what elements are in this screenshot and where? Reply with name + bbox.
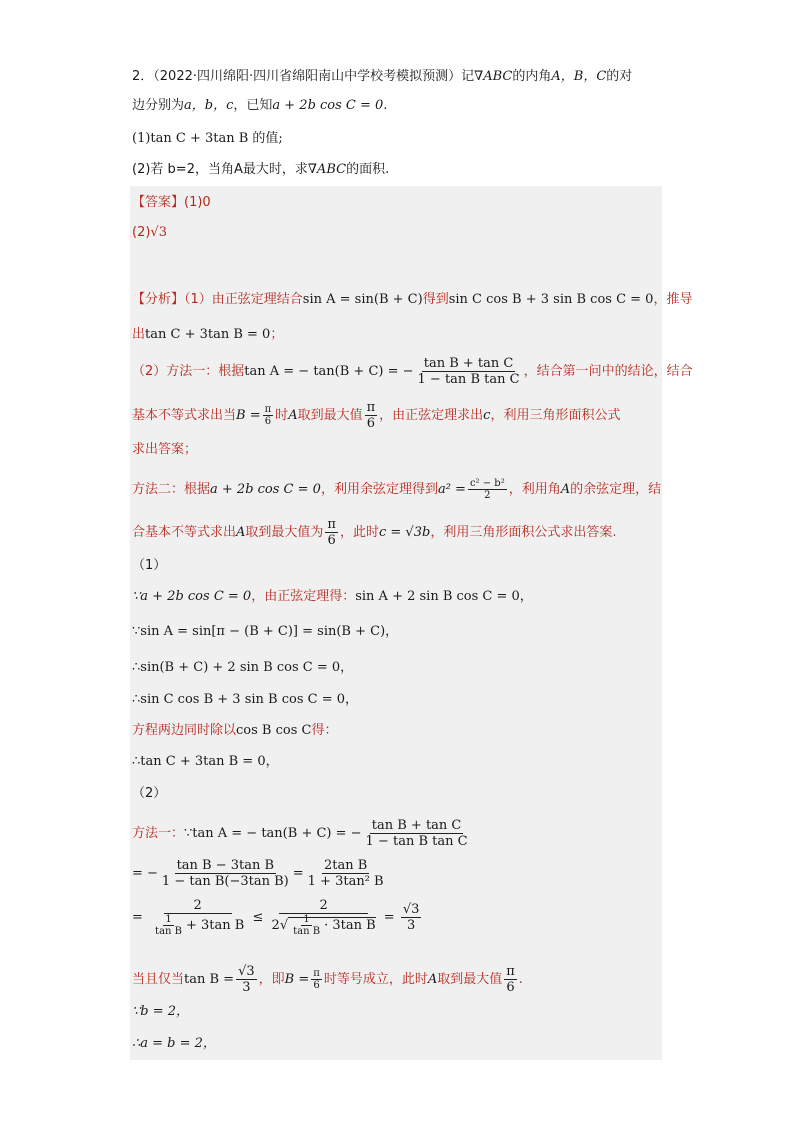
analysis-text: ，结合第一问中的结论，结合 bbox=[523, 364, 693, 379]
math: ∵a + 2b cos C = 0 bbox=[132, 589, 252, 604]
denominator: 6 bbox=[327, 533, 336, 548]
math: a² = bbox=[437, 482, 466, 497]
solution-text: 方程两边同时除以 bbox=[132, 723, 237, 738]
numerator: √3 bbox=[238, 964, 255, 979]
numerator: c² − b² bbox=[469, 478, 505, 489]
analysis-text: ，利用角 bbox=[508, 482, 561, 497]
analysis-text: （2）方法一：根据 bbox=[132, 364, 245, 379]
denominator: 6 bbox=[506, 980, 515, 995]
fraction bbox=[270, 898, 378, 937]
analysis-text: 方法二：根据 bbox=[132, 482, 211, 497]
method-1-line-1 bbox=[132, 818, 472, 849]
analysis-text: （1）由正弦定理结合 bbox=[184, 292, 303, 307]
math: a + 2b cos C = 0 bbox=[210, 482, 321, 497]
numerator: tan B + tan C bbox=[423, 356, 514, 371]
fraction bbox=[306, 858, 386, 889]
math: tan B = bbox=[184, 972, 235, 987]
fraction bbox=[263, 404, 274, 427]
analysis-line-1 bbox=[132, 290, 692, 310]
math: cos B cos C bbox=[236, 723, 312, 738]
analysis-text: 取到最大值 bbox=[297, 408, 363, 423]
denominator: 3 bbox=[406, 918, 416, 933]
denominator: 6 bbox=[313, 980, 320, 991]
denominator: tan B bbox=[155, 926, 182, 937]
math: + 3tan B bbox=[186, 918, 245, 933]
solution-line-1 bbox=[132, 587, 533, 607]
solution-part-2-label: （2） bbox=[132, 786, 167, 801]
math: A bbox=[288, 408, 298, 423]
numerator: 2tan B bbox=[323, 858, 368, 873]
denominator: 6 bbox=[264, 416, 272, 427]
stem-text: 的面积. bbox=[346, 162, 390, 177]
stem-text: ，已知 bbox=[233, 98, 273, 113]
problem-line-2 bbox=[132, 96, 387, 116]
math: tan C + 3tan B = 0 bbox=[145, 327, 271, 342]
numerator: 2 bbox=[164, 898, 232, 914]
math: = − bbox=[132, 866, 158, 881]
numerator: 1 bbox=[303, 914, 310, 925]
denominator bbox=[270, 914, 378, 937]
math: A bbox=[560, 482, 571, 497]
numerator: π bbox=[327, 517, 336, 532]
analysis-label: 【分析】 bbox=[132, 292, 185, 307]
math: = bbox=[132, 910, 143, 925]
stem-text: (2)若 b=2，当角A最大时，求 bbox=[132, 162, 308, 177]
solution-line-6: ∴tan C + 3tan B = 0， bbox=[132, 754, 279, 769]
solution-text: 时等号成立，此时 bbox=[323, 972, 428, 987]
math: sin C cos B + 3 sin B cos C = 0 bbox=[448, 292, 654, 307]
triangle-symbol: ∇ABC bbox=[474, 69, 513, 84]
math: c = √3b bbox=[378, 525, 431, 540]
math: ∵tan A = − tan(B + C) = − bbox=[184, 826, 362, 841]
solution-text: 得： bbox=[311, 723, 338, 738]
denominator: 1 − tan B(−3tan B) bbox=[161, 874, 289, 889]
denominator: tan B bbox=[293, 926, 321, 937]
analysis-text: 得到 bbox=[422, 292, 449, 307]
math: B = bbox=[236, 408, 261, 423]
solution-text: ，即 bbox=[258, 972, 285, 987]
fraction bbox=[365, 400, 378, 431]
solution-line-5 bbox=[132, 721, 338, 741]
analysis-text: 时 bbox=[275, 408, 289, 423]
problem-number: 2． bbox=[132, 69, 154, 84]
solution-text: 当且仅当 bbox=[132, 972, 185, 987]
analysis-text: 取到最大值为 bbox=[245, 525, 324, 540]
analysis-text: 的余弦定理，结 bbox=[570, 482, 662, 497]
fraction bbox=[325, 517, 338, 548]
math: · 3tan B bbox=[324, 918, 376, 933]
analysis-text: ，利用三角形面积公式求出答案. bbox=[430, 525, 617, 540]
analysis-text: ，此时 bbox=[339, 525, 379, 540]
solution-part-1-label: （1） bbox=[132, 558, 167, 573]
solution-line-3: ∴sin(B + C) + 2 sin B cos C = 0， bbox=[132, 660, 354, 675]
analysis-text: ，利用三角形面积公式 bbox=[490, 408, 621, 423]
method-1-line-4 bbox=[132, 964, 523, 995]
answer-2-prefix: (2) bbox=[132, 225, 151, 240]
inner-fraction bbox=[291, 914, 322, 937]
denominator: 6 bbox=[366, 416, 375, 431]
answer-1: (1)0 bbox=[184, 195, 211, 210]
method-1-line-2 bbox=[132, 858, 388, 889]
math: sin A + 2 sin B cos C = 0， bbox=[355, 589, 533, 604]
numerator: π bbox=[264, 404, 272, 415]
answer-label: 【答案】 bbox=[132, 195, 185, 210]
denominator bbox=[149, 914, 246, 937]
numerator: √3 bbox=[402, 902, 420, 917]
math: sin A = sin(B + C) bbox=[302, 292, 423, 307]
math: 2 bbox=[271, 918, 280, 933]
stem-text: 记 bbox=[461, 69, 475, 84]
solution-text: . bbox=[518, 972, 523, 987]
solution-text: 取到最大值 bbox=[437, 972, 503, 987]
numerator: π bbox=[366, 400, 376, 415]
math: = bbox=[292, 866, 304, 881]
analysis-line-6 bbox=[132, 478, 661, 501]
math: = bbox=[383, 910, 395, 925]
radicand bbox=[288, 914, 376, 937]
analysis-line-5: 求出答案； bbox=[132, 442, 198, 457]
math: ≤ bbox=[252, 910, 264, 925]
denominator: 1 + 3tan² B bbox=[307, 874, 384, 889]
method-1-line-3 bbox=[132, 898, 423, 937]
analysis-line-2 bbox=[132, 325, 283, 345]
math: c bbox=[483, 408, 491, 423]
analysis-text: 基本不等式求出当 bbox=[132, 408, 237, 423]
fraction bbox=[504, 964, 517, 995]
solution-line-2: ∵sin A = sin[π − (B + C)] = sin(B + C)， bbox=[132, 624, 399, 639]
fraction bbox=[311, 968, 322, 991]
fraction bbox=[160, 858, 291, 889]
numerator: π bbox=[506, 964, 515, 979]
fraction bbox=[149, 898, 246, 937]
analysis-text: 合基本不等式求出 bbox=[132, 525, 237, 540]
analysis-text: ，由正弦定理求出 bbox=[379, 408, 484, 423]
problem-line-1 bbox=[132, 67, 632, 87]
analysis-line-3 bbox=[132, 356, 693, 387]
triangle-symbol: ∇ABC bbox=[307, 162, 347, 177]
fraction bbox=[468, 478, 507, 501]
denominator: 1 − tan B tan C bbox=[417, 372, 520, 387]
stem-text: 的内角 bbox=[512, 69, 552, 84]
analysis-text: ，推导 bbox=[653, 292, 693, 307]
inner-fraction bbox=[153, 914, 184, 937]
analysis-text: 出 bbox=[132, 327, 146, 342]
math: A bbox=[236, 525, 246, 540]
method-1-line-5: ∵b = 2， bbox=[132, 1004, 190, 1019]
solution-text: 方法一： bbox=[132, 826, 185, 841]
numerator: 1 bbox=[165, 914, 172, 925]
method-1-line-6: ∴a = b = 2， bbox=[132, 1036, 216, 1051]
solution-line-4: ∴sin C cos B + 3 sin B cos C = 0， bbox=[132, 692, 359, 707]
fraction bbox=[364, 818, 470, 849]
sides-text: a，b，c bbox=[184, 98, 234, 113]
answer-line-1 bbox=[132, 193, 211, 213]
analysis-line-7 bbox=[132, 517, 616, 548]
problem-part-2 bbox=[132, 160, 389, 180]
answer-2-value: √3 bbox=[150, 225, 167, 240]
solution-text: ，由正弦定理得： bbox=[251, 589, 356, 604]
denominator: 3 bbox=[242, 980, 251, 995]
answer-line-2 bbox=[132, 223, 167, 243]
given-equation: a + 2b cos C = 0. bbox=[272, 98, 388, 113]
denominator: 2 bbox=[484, 490, 491, 501]
math: A bbox=[427, 972, 438, 987]
analysis-text: ，利用余弦定理得到 bbox=[320, 482, 438, 497]
fraction bbox=[416, 356, 522, 387]
math: tan A = − tan(B + C) = − bbox=[244, 364, 414, 379]
math: B = bbox=[284, 972, 310, 987]
analysis-line-4 bbox=[132, 400, 620, 431]
numerator: 2 bbox=[279, 898, 367, 914]
denominator: 1 − tan B tan C bbox=[365, 834, 468, 849]
fraction bbox=[401, 902, 422, 933]
problem-part-1: (1)tan C + 3tan B 的值; bbox=[132, 131, 283, 146]
problem-source: （2022·四川绵阳·四川省绵阳南山中学校考模拟预测） bbox=[153, 69, 462, 84]
angles-text: A，B，C bbox=[551, 69, 607, 84]
stem-text: 边分别为 bbox=[132, 98, 185, 113]
fraction bbox=[236, 964, 257, 995]
numerator: tan B + tan C bbox=[371, 818, 462, 833]
numerator: π bbox=[313, 968, 320, 979]
sqrt-icon: √ bbox=[279, 918, 289, 933]
stem-text: 的对 bbox=[606, 69, 633, 84]
numerator: tan B − 3tan B bbox=[176, 858, 275, 873]
analysis-text: ； bbox=[270, 327, 284, 342]
